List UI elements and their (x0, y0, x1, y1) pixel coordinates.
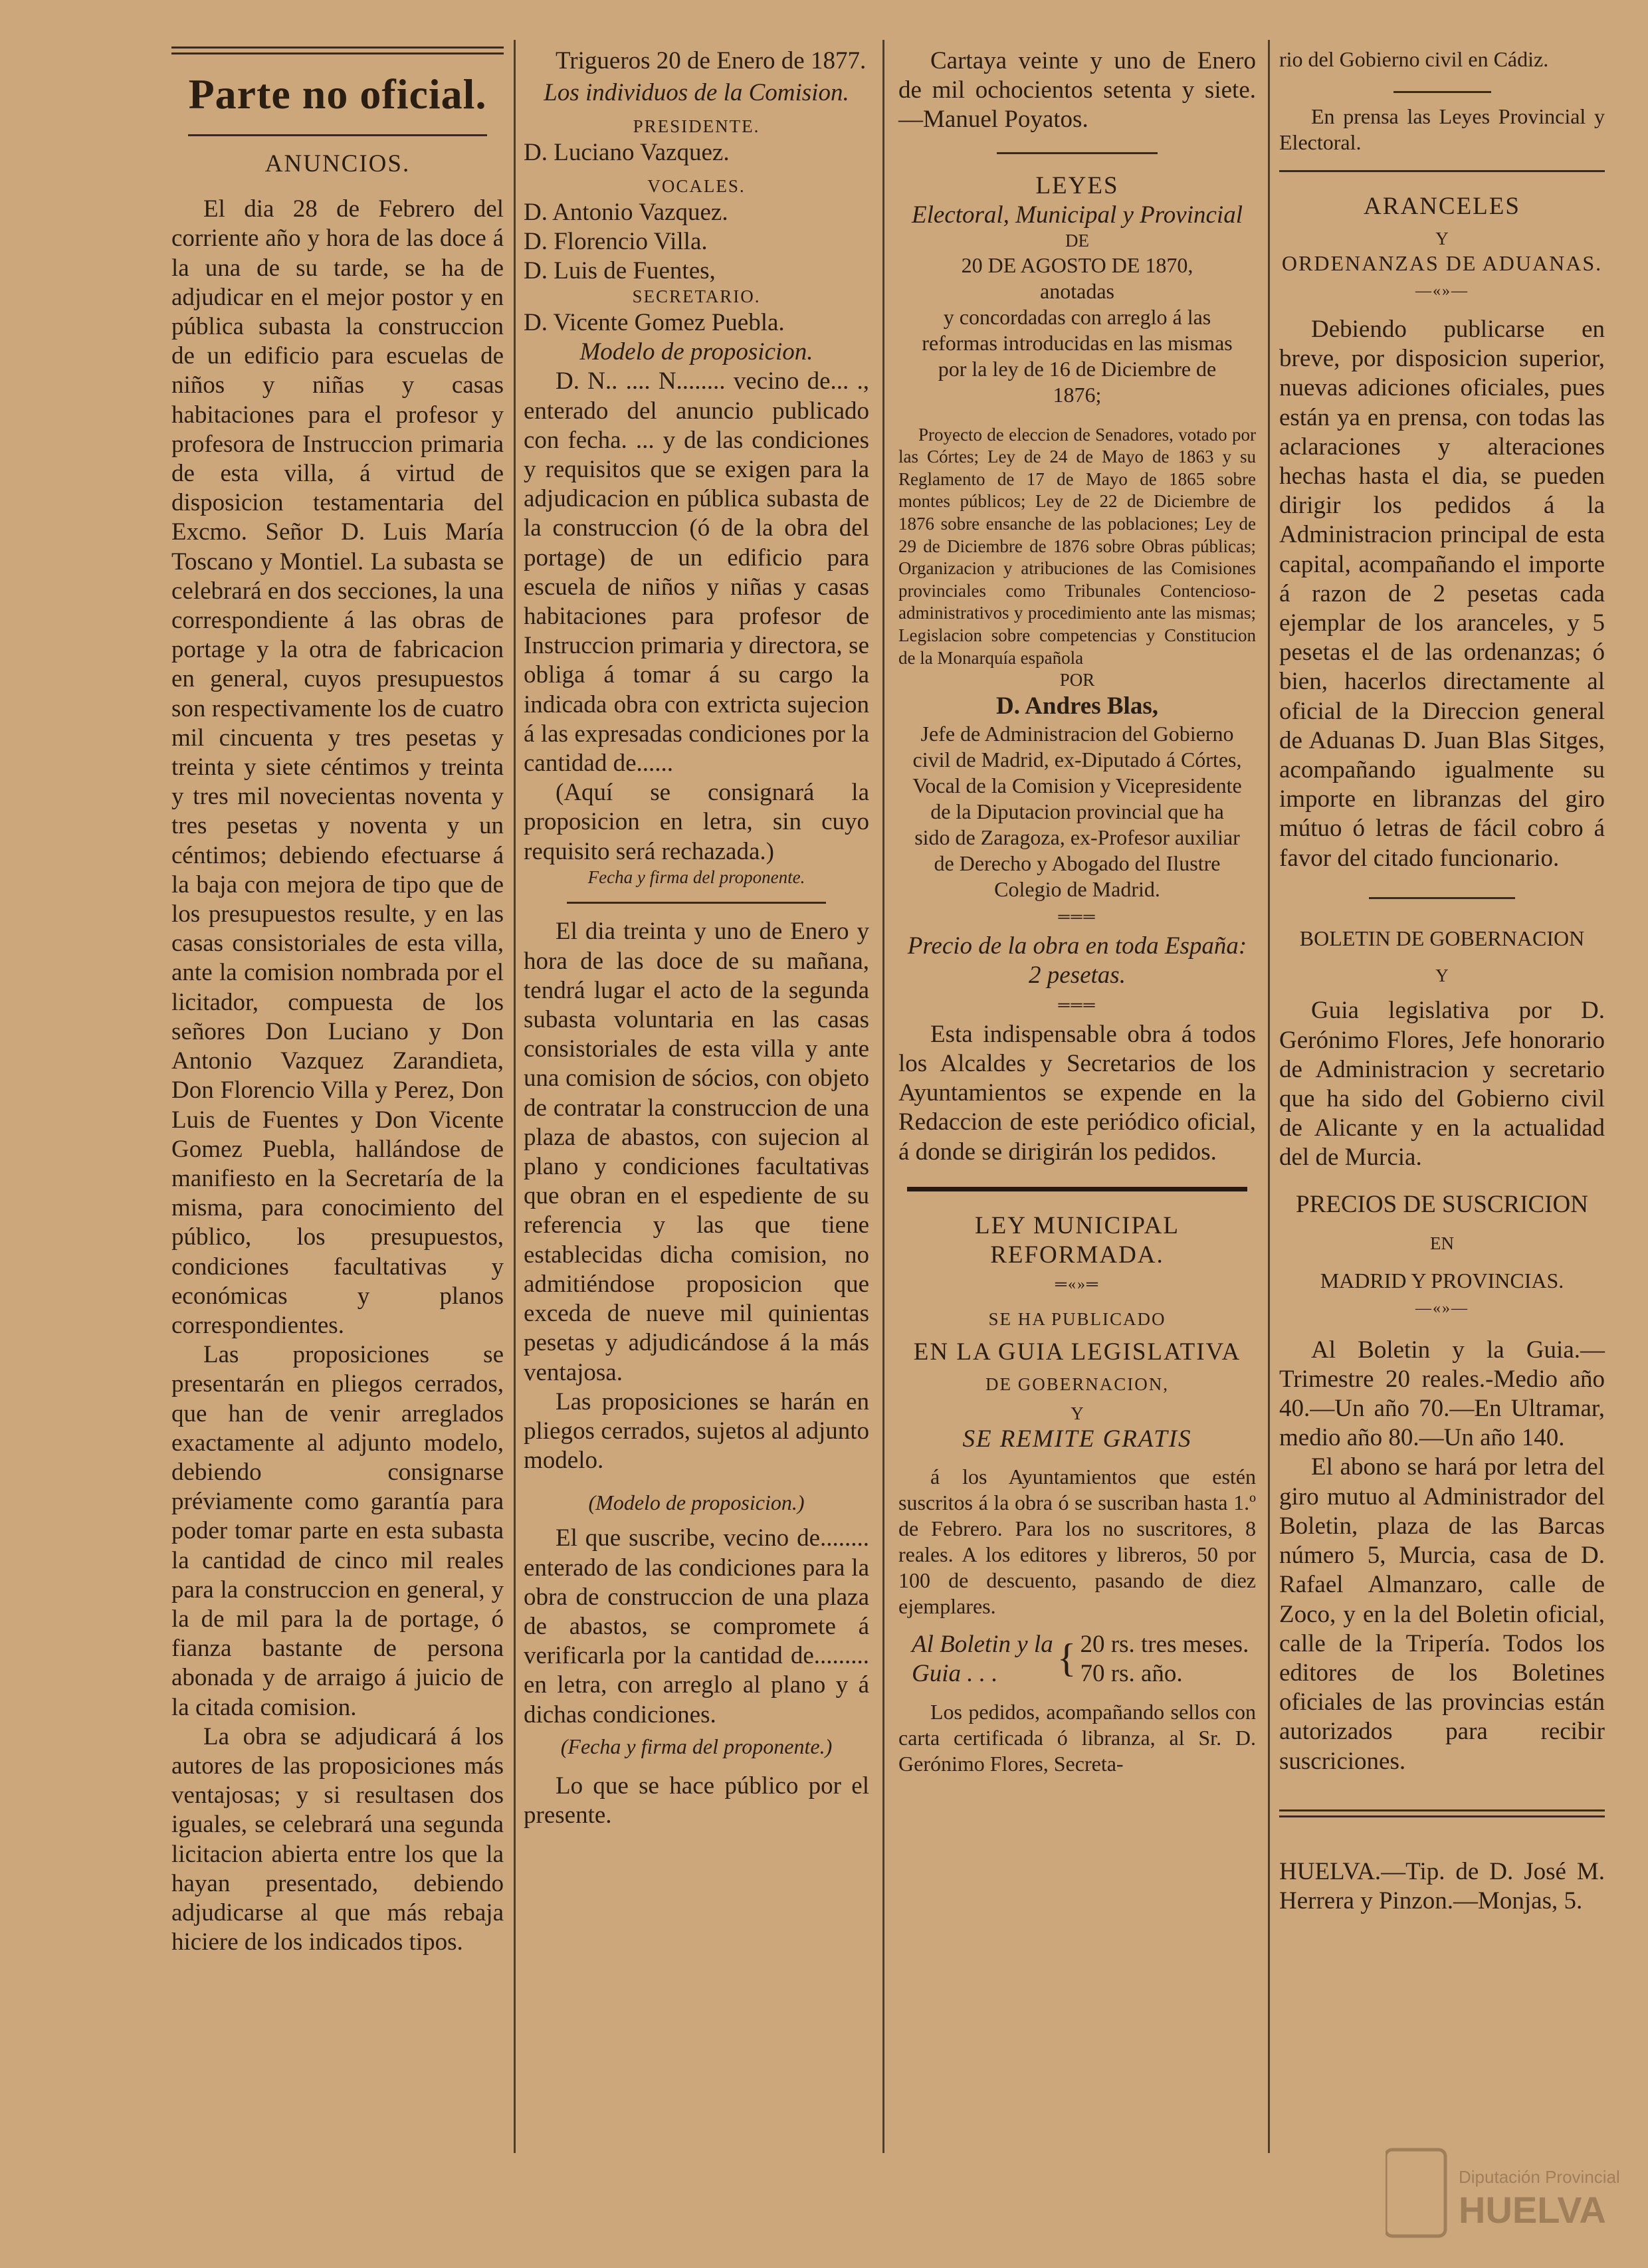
section-header: Parte no oficial. (188, 70, 487, 118)
price-label: Al Boletin y la (912, 1630, 1053, 1658)
role-title: SECRETARIO. (632, 286, 761, 307)
top-rule (171, 47, 504, 54)
paragraph: Debiendo publicarse en breve, por disposicion superior, nuevas adiciones oficiales, pues están ya en prensa, con todas las aclaraciones y alteraciones hechas hasta el dia, se pueden dirigir los pedidos á la Administracion principal de esta capital, acompañando el importe á razon de 2 pesetas cada ejemplar de los aranceles, y 5 pesetas el de las ordenanzas; ó bien, hacerlos directamente al oficial de la Direccion general de Aduanas D. Juan Blas Sitges, acompañando igualmente su importe en libranzas del giro mútuo ó letras de fácil cobro á favor del citado funcionario. (1279, 316, 1605, 872)
paragraph: En prensa las Leyes Provincial y Electoral. (1279, 104, 1605, 154)
ad-contents: Proyecto de eleccion de Senadores, votado por las Córtes; Ley de 24 de Mayo de 1863 y su Reglamento de 17 de Mayo de 1865 sobre montes públicos; Ley de 22 de Diciembre de 1876 sobre ensanche de las poblaciones; Ley de 29 de Diciembre de 1876 sobre Obras públicas; Organizacion y atribuciones de las Comisiones provinciales como Tribunales Contencioso-administrativos y procedimiento ante las mismas; Legislacion sobre competencias y Constitucion de la Monarquía española (898, 424, 1256, 668)
imprint: HUELVA.—Tip. de D. José M. Herrera y Pinzon.—Monjas, 5. (1279, 1857, 1605, 1914)
paragraph: El dia treinta y uno de Enero y hora de las doce de su mañana, tendrá lugar el acto de la segunda subasta voluntaria en las casas consistoriales de esta villa y ante una comision de sócios, con objeto de contratar la construccion de una plaza de abastos, con sujecion al plano y condiciones facultativas que obran en el espediente de su referencia y las que tiene establecidas dicha comision, no admitiéndose proposicion que exceda de nueve mil quinientas pesetas y adjudicándose á la más ventajosa. (524, 918, 869, 1386)
divider (1393, 91, 1491, 93)
ornament-divider: —«»— (1415, 282, 1469, 300)
ad-line: MADRID Y PROVINCIAS. (1320, 1269, 1564, 1293)
ad-line: Y (1071, 1403, 1084, 1423)
paragraph: Guia legislativa por D. Gerónimo Flores, Jefe honorario de Administracion y secretario que ha sido del Gobierno civil de Alicante y en la actualidad del de Murcia. (1279, 997, 1605, 1172)
paragraph: rio del Gobierno civil en Cádiz. (1279, 47, 1549, 71)
paragraph: El dia 28 de Febrero del corriente año y hora de las doce á la una de su tarde, se ha de adjudicar en el mejor postor y en pública subasta la construccion de un edificio para escuelas de niños y niñas y casas habitaciones para el profesor y profesora de Instruccion primaria de esta villa, á virtud de disposicion testamentaria del Excmo. Señor D. Luis María Toscano y Montiel. La subasta se celebrará en dos secciones, la una correspondiente á las obras de portage y la otra de fabricacion en general, cuyos presupuestos son respectivamente los de cuatro mil cincuenta y tres pesetas y treinta y siete céntimos y treinta y tres mil novecientas noventa y tres pesetas y noventa y un céntimos; debiendo efectuarse á la baja con mejora de tipo que de los presupuestos resulte, y en las casas consistoriales de esta villa, ante la comision nombrada por el licitador, compuesta de los señores Don Luciano y Don Antonio Vazquez Zarandieta, Don Florencio Villa y Perez, Don Luis de Fuentes y Don Vicente Gomez Puebla, hallándose de manifiesto en la Secretaría de la misma, para conocimiento del público, los presupuestos, condiciones facultativas y económicas y planos correspondientes. (171, 195, 504, 1339)
divider (1369, 897, 1516, 899)
signatory: D. Antonio Vazquez. (524, 198, 728, 226)
ad-title: PRECIOS DE SUSCRICION (1296, 1190, 1588, 1218)
paragraph: La obra se adjudicará á los autores de las proposiciones más ventajosas; y si resultasen dos iguales, se celebrará una segunda licitacion abierta entre los que la hayan presentado, debiendo adjudicarse al que más rebaja hiciere de los indicados tipos. (171, 1722, 504, 1956)
ornament-divider: ═══ (1058, 908, 1096, 926)
divider (567, 902, 826, 904)
price-value: 20 rs. tres meses. (1080, 1630, 1249, 1658)
ad-title: LEY MUNICIPAL REFORMADA. (975, 1211, 1180, 1269)
section-title: ANUNCIOS. (264, 150, 411, 177)
model-title: Modelo de proposicion. (579, 338, 813, 366)
paragraph: El que suscribe, vecino de........ enterado de las condiciones para la obra de construccion de una plaza de abastos, se compromete á verificarla por la cantidad de......... en letra, con arreglo al plano y á dichas condiciones. (524, 1524, 869, 1728)
logo-text: Diputación Provincial (1459, 2167, 1620, 2187)
divider (188, 134, 487, 136)
column-4 (1279, 47, 1605, 1916)
column-rule (882, 40, 884, 2153)
brace: { (1057, 1635, 1077, 1680)
ad-title: ARANCELES (1364, 193, 1520, 220)
ad-author-bio: Jefe de Administracion del Gobierno civil de Madrid, ex-Diputado á Córtes, Vocal de la Comision y Vicepresidente de la Diputacion provincial que ha sido de Zaragoza, ex-Profesor auxiliar de Derecho y Abogado del Ilustre Colegio de Madrid. (912, 721, 1242, 901)
logo-text: HUELVA (1459, 2189, 1606, 2231)
signatory: D. Vicente Gomez Puebla. (524, 309, 785, 336)
ornament-divider: ═«»═ (1055, 1276, 1099, 1294)
logo-shield-icon (1386, 2150, 1445, 2236)
paragraph: (Aquí se consignará la proposicion en letra, sin cuyo requisito será rechazada.) (524, 779, 869, 865)
ad-title: ORDENANZAS DE ADUANAS. (1281, 251, 1603, 275)
committee-heading: Los individuos de la Comision. (544, 79, 849, 107)
ad-author: D. Andres Blas, (996, 692, 1158, 720)
paragraph: Lo que se hace público por el presente. (524, 1772, 869, 1829)
signatory: D. Luciano Vazquez. (524, 139, 730, 166)
ad-title: EN LA GUIA LEGISLATIVA (913, 1338, 1241, 1366)
paragraph: Esta indispensable obra á todos los Alcaldes y Secretarios de los Ayuntamientos se expende en la Redaccion de este periódico oficial, á donde se dirigirán los pedidos. (898, 1020, 1256, 1166)
ad-line: y concordadas con arreglo á las reformas introducidas en las mismas por la ley de 16 de Diciembre de 1876; (922, 304, 1233, 407)
paragraph: á los Ayuntamientos que estén suscritos á la obra ó se suscriban hasta 1.º de Febrero. Para los no suscritores, 8 reales. A los editores y libreros, 50 por 100 de descuento, pasando de diez ejemplares. (898, 1464, 1256, 1618)
ad-title: SE REMITE GRATIS (962, 1425, 1192, 1453)
ad-line: Y (1435, 965, 1449, 985)
ad-title: LEYES (1035, 171, 1119, 199)
paragraph: Cartaya veinte y uno de Enero de mil ochocientos setenta y siete.—Manuel Poyatos. (898, 47, 1256, 134)
price-value: 70 rs. año. (1080, 1659, 1183, 1687)
signature-line: Fecha y firma del proponente. (587, 867, 805, 887)
ad-line: EN (1430, 1233, 1454, 1253)
ad-line: DE (1065, 231, 1089, 251)
ad-subtitle: Electoral, Municipal y Provincial (911, 201, 1243, 229)
paragraph: Al Boletin y la Guia.—Trimestre 20 reales.-Medio año 40.—Un año 70.—En Ultramar, medio año 80.—Un año 140. (1279, 1336, 1605, 1452)
paragraph: El abono se hará por letra del giro mutuo al Administrador del Boletin, plaza de las Barcas número 5, Murcia, casa de D. Rafael Almanzaro, calle de Zoco, y en la del Boletin oficial, calle de la Tripería. Todos los editores de los Boletines oficiales de las provincias están autorizados para recibir suscriciones. (1279, 1453, 1605, 1775)
role-title: PRESIDENTE. (633, 116, 760, 137)
column-2 (524, 47, 869, 1830)
ad-line: DE GOBERNACION, (985, 1374, 1169, 1395)
ad-line: 20 DE AGOSTO DE 1870, (961, 253, 1193, 277)
paragraph: Los pedidos, acompañando sellos con carta certificada ó libranza, al Sr. D. Gerónimo Flores, Secreta- (898, 1699, 1256, 1776)
divider (1279, 170, 1605, 172)
model-title: (Modelo de proposicion.) (588, 1491, 805, 1515)
column-rule (514, 40, 516, 2153)
column-rule (1268, 40, 1270, 2153)
signatory: D. Luis de Fuentes, (524, 257, 716, 285)
dateline: Trigueros 20 de Enero de 1877. (556, 47, 867, 74)
divider (1279, 1809, 1605, 1817)
divider (907, 1187, 1247, 1191)
ad-line: Y (1435, 229, 1449, 249)
divider (997, 152, 1158, 154)
signature-line: (Fecha y firma del proponente.) (560, 1734, 833, 1758)
price-label: Guia . . . (912, 1659, 998, 1687)
paragraph: D. N.. .... N........ vecino de... ., enterado del anuncio publicado con fecha. ... y de las condiciones y requisitos que se exigen para la adjudicacion en pública subasta de la construccion (ó de la obra del portage) de un edificio para escuela de niños y niñas y casas habitaciones para profesor de Instruccion primaria y directora, se obliga á tomar á su cargo la indicada obra con extricta sujecion á las expresadas condiciones por la cantidad de...... (524, 367, 869, 777)
column-1 (171, 47, 504, 1957)
paragraph: Las proposiciones se presentarán en pliegos cerrados, que han de venir arreglados exactamente al adjunto modelo, debiendo consignarse préviamente como garantía para poder tomar parte en esta subasta la cantidad de cinco mil reales para la construccion en general, y la de mil para la de portage, ó fianza bastante de persona abonada y de arraigo á juicio de la citada comision. (171, 1341, 504, 1721)
institution-logo (1386, 2143, 1625, 2249)
paragraph: Las proposiciones se harán en pliegos cerrados, sujetos al adjunto modelo. (524, 1388, 869, 1475)
column-3 (898, 47, 1256, 1777)
ad-line: POR (1059, 670, 1095, 690)
role-title: VOCALES. (647, 176, 746, 197)
signatory: D. Florencio Villa. (524, 228, 708, 255)
price-table (912, 1630, 1256, 1689)
ad-line: anotadas (1040, 278, 1114, 303)
ornament-divider: —«»— (1415, 1300, 1469, 1318)
ad-title: BOLETIN DE GOBERNACION (1299, 926, 1585, 950)
ornament-divider: ═══ (1058, 996, 1096, 1014)
ad-price: Precio de la obra en toda España: 2 pesetas. (907, 932, 1247, 989)
ad-line: SE HA PUBLICADO (988, 1309, 1166, 1330)
